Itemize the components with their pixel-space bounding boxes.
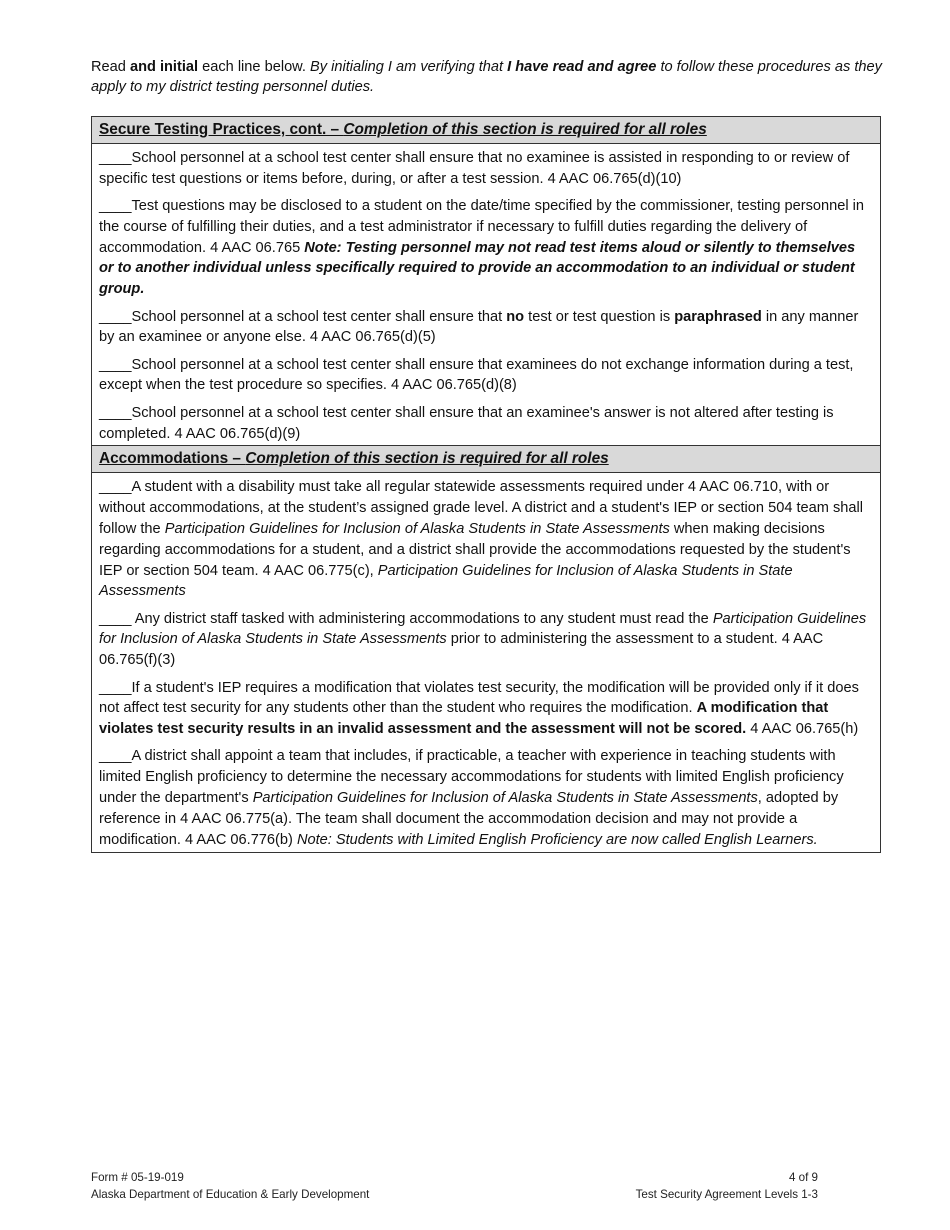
footer-left [91, 1170, 369, 1203]
item-text: ____School personnel at a school test center shall ensure that examinees do not exchange information during a test, except when the test procedure so specifies. 4 AAC 06.765(d)(8) [99, 356, 854, 394]
section-header [92, 117, 880, 144]
agreement-item [99, 148, 873, 190]
item-citation-title: Participation Guidelines for Inclusion of Alaska Students in State Assessments [252, 790, 758, 807]
agreement-item [99, 403, 873, 445]
item-text: ____A district shall appoint a team that includes, if practicable, a teacher with experience in teaching students with limited English proficiency to determine the necessary accommodations for students with limited English proficiency under the department's [99, 748, 844, 807]
item-emphasis: A modification that violates test security results in an invalid assessment and the assessment will not be scored. [99, 700, 829, 738]
item-citation-title: Participation Guidelines for Inclusion of Alaska Students in State Assessments [164, 520, 670, 537]
document-title: Test Security Agreement Levels 1-3 [635, 1187, 818, 1201]
agreement-item [99, 477, 873, 602]
accommodations-section [92, 445, 880, 852]
agreement-item [99, 307, 873, 349]
agreement-item [99, 196, 873, 300]
item-text: ____If a student's IEP requires a modification that violates test security, the modification will be provided only if it does not affect test security for any students other than the student who requires the modification. [99, 679, 859, 717]
item-text: ____Test questions may be disclosed to a student on the date/time specified by the commissioner, testing personnel in the course of fulfilling their duties, and a test administrator if necessary to fulfill duties regarding the delivery of accommodation. 4 AAC 06.765 [99, 198, 864, 256]
item-citation-title: Participation Guidelines for Inclusion of Alaska Students in State Assessments [99, 610, 867, 648]
footer-right [636, 1170, 818, 1203]
section-subtitle: Completion of this section is required for all roles [245, 450, 609, 468]
section-subtitle: Completion of this section is required for all roles [343, 121, 707, 138]
item-emphasis: no [506, 308, 525, 325]
item-text: ____School personnel at a school test center shall ensure that an examinee's answer is not altered after testing is completed. 4 AAC 06.765(d)(9) [99, 404, 834, 442]
item-note: Note: Students with Limited English Proficiency are now called English Learners. [296, 831, 818, 848]
intro-text: each line below. [198, 59, 311, 75]
item-text: ____ Any district staff tasked with administering accommodations to any student must read the [99, 610, 713, 627]
agreement-item [99, 678, 873, 740]
item-text: ____A student with a disability must take all regular statewide assessments required under 4 AAC 06.710, with or without accommodations, at the student’s assigned grade level. A district and a student's IEP or section 504 team shall follow the [99, 479, 863, 537]
agreement-item [99, 609, 873, 671]
secure-testing-section [92, 117, 880, 445]
intro-text: Read [91, 59, 130, 75]
item-text: ____School personnel at a school test center shall ensure that no examinee is assisted in responding to or review of specific test questions or items before, during, or after a test session. 4 AAC 06.765(d)(10) [99, 150, 850, 187]
item-text: prior to administering the assessment to a student. 4 AAC 06.765(f)(3) [99, 631, 824, 669]
section-title: Secure Testing Practices, cont. – [99, 121, 344, 138]
agreement-item [99, 355, 873, 397]
section-title: Accommodations – [99, 450, 246, 468]
intro-text-italic: By initialing I am verifying that [310, 59, 508, 75]
department-name: Alaska Department of Education & Early Development [91, 1187, 370, 1201]
item-citation-title: Participation Guidelines for Inclusion of Alaska Students in State Assessments [99, 562, 793, 600]
agreement-item [99, 746, 873, 850]
item-text: , adopted by reference in 4 AAC 06.775(a). The team shall document the accommodation decision and may not provide a modification. 4 AAC 06.776(b) [99, 790, 839, 848]
item-text: test or test question is [524, 308, 675, 325]
item-text: when making decisions regarding accommodations for a student, and a district shall provide the accommodations requested by the student's IEP or section 504 team. 4 AAC 06.775(c), [99, 520, 851, 579]
intro-instructions [91, 57, 891, 97]
page-number: 4 of 9 [788, 1171, 818, 1184]
section-header [92, 445, 880, 473]
agreement-table [91, 116, 881, 853]
item-text: 4 AAC 06.765(h) [746, 721, 859, 738]
item-text: ____School personnel at a school test center shall ensure that [99, 308, 507, 325]
item-emphasis: paraphrased [674, 308, 762, 325]
form-number: Form # 05-19-019 [91, 1171, 184, 1184]
item-text: in any manner by an examinee or anyone else. 4 AAC 06.765(d)(5) [99, 308, 859, 346]
intro-text-italic: to follow these procedures as they apply to my district testing personnel duties. [91, 59, 882, 95]
intro-text-bold: and initial [129, 59, 199, 75]
item-note: Note: Testing personnel may not read test items aloud or silently to themselves or to another individual unless specifically required to provide an accommodation to an individual or student group. [99, 239, 856, 298]
intro-text-bold-italic: I have read and agree [507, 59, 657, 75]
